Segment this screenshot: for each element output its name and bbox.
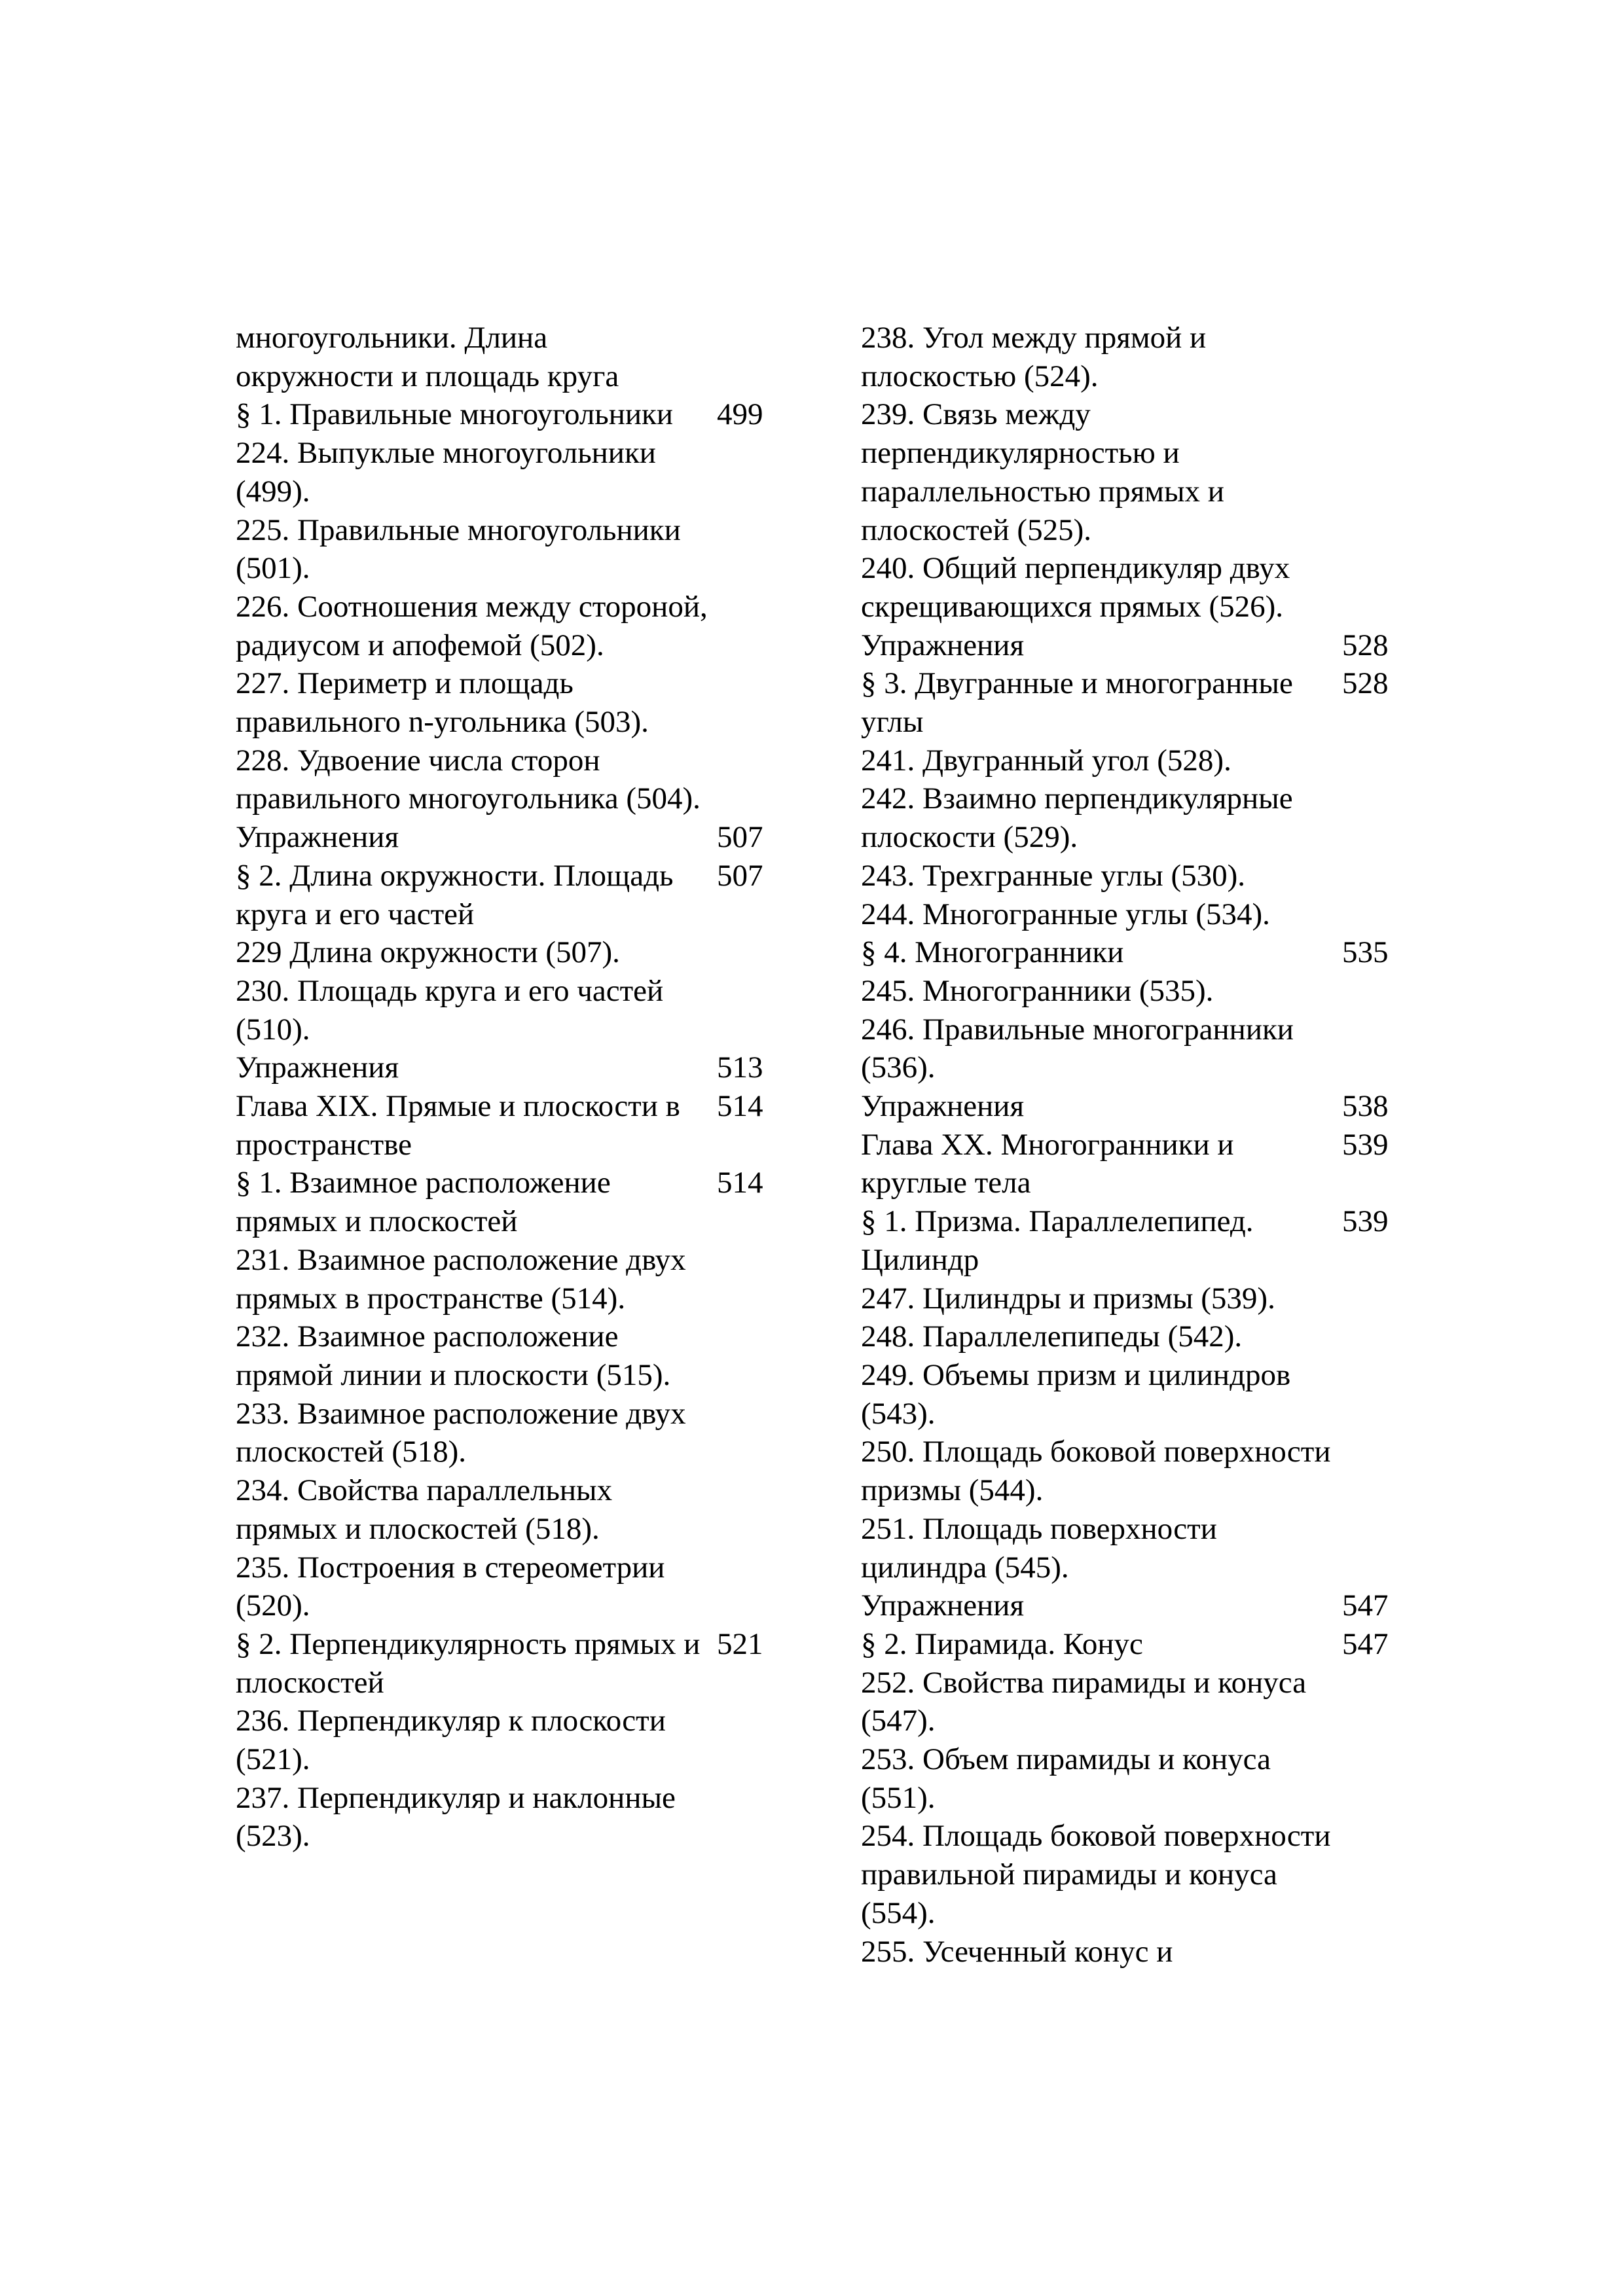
toc-entry: [861, 1087, 1450, 1126]
toc-entry-title: § 4. Многогранники: [861, 935, 1124, 970]
toc-entry: [236, 972, 825, 1049]
toc-entry: [236, 588, 825, 664]
toc-entry-title: 225. Правильные многоугольники (501).: [236, 512, 681, 586]
toc-entry-title: 237. Перпендикуляр и наклонные (523).: [236, 1780, 676, 1854]
toc-entry-title: § 2. Пирамида. Конус: [861, 1626, 1143, 1661]
toc-entry: [236, 1779, 825, 1856]
toc-entry-title: 254. Площадь боковой поверхности правильной пирамиды и конуса (554).: [861, 1819, 1331, 1930]
toc-entry: [236, 1049, 825, 1087]
toc-entry-title: 245. Многогранники (535).: [861, 973, 1214, 1008]
toc-entry-title: 243. Трехгранные углы (530).: [861, 858, 1246, 893]
toc-entry: [861, 1933, 1450, 1971]
toc-entry-page-number: 528: [1342, 628, 1389, 662]
toc-entry-title: многоугольники. Длина окружности и площадь круга: [236, 321, 619, 393]
toc-entry: [861, 1433, 1450, 1509]
toc-entry-title: 238. Угол между прямой и плоскостью (524).: [861, 321, 1207, 393]
toc-entry-page-number: 507: [717, 820, 763, 855]
toc-entry: [861, 664, 1450, 741]
toc-entry-page-number: 547: [1342, 1626, 1389, 1661]
toc-entry-title: § 2. Длина окружности. Площадь круга и его частей: [236, 858, 674, 931]
toc-entry: [236, 1395, 825, 1471]
toc-entry: [861, 1587, 1450, 1625]
toc-entry: [861, 1625, 1450, 1664]
toc-entry-title: § 1. Правильные многоугольники: [236, 397, 674, 432]
toc-entry: [861, 1740, 1450, 1817]
toc-entry-title: 253. Объем пирамиды и конуса (551).: [861, 1742, 1271, 1815]
toc-entry-title: 231. Взаимное расположение двух прямых в пространстве (514).: [236, 1242, 686, 1316]
toc-entry-title: 224. Выпуклые многоугольники (499).: [236, 436, 656, 509]
toc-entry: [236, 933, 825, 972]
toc-entry: [236, 434, 825, 511]
toc-entry-title: 226. Соотношения между стороной, радиусом и апофемой (502).: [236, 589, 708, 662]
toc-entry-page-number: 499: [717, 397, 763, 432]
toc-entry-title: 229 Длина окружности (507).: [236, 935, 620, 970]
toc-entry: [236, 511, 825, 588]
toc-entry-page-number: 535: [1342, 935, 1389, 970]
toc-entry-title: Упражнения: [861, 1089, 1025, 1124]
toc-entry: [236, 1702, 825, 1778]
toc-entry-page-number: 538: [1342, 1089, 1389, 1124]
toc-entry: [861, 1318, 1450, 1356]
toc-entry-title: § 3. Двугранные и многогранные углы: [861, 666, 1293, 740]
toc-entry: [236, 857, 825, 933]
toc-entry-title: 242. Взаимно перпендикулярные плоскости (529).: [861, 781, 1293, 855]
toc-entry-title: 248. Параллелепипеды (542).: [861, 1319, 1243, 1354]
toc-entry: [861, 1510, 1450, 1587]
toc-entry-title: § 1. Взаимное расположение прямых и плоскостей: [236, 1166, 611, 1239]
toc-entry-title: Глава XX. Многогранники и круглые тела: [861, 1127, 1234, 1200]
toc-entry-title: 250. Площадь боковой поверхности призмы (544).: [861, 1435, 1331, 1508]
toc-entry: [236, 742, 825, 818]
toc-entry: [236, 1549, 825, 1625]
toc-entry-title: 232. Взаимное расположение прямой линии и плоскости (515).: [236, 1319, 671, 1392]
toc-entry-title: 227. Периметр и площадь правильного n-угольника (503).: [236, 666, 649, 740]
toc-entry-title: 233. Взаимное расположение двух плоскостей (518).: [236, 1396, 686, 1469]
toc-entry: [236, 818, 825, 857]
toc-entry: [861, 1664, 1450, 1740]
toc-entry-page-number: 521: [717, 1626, 763, 1661]
toc-entry: [861, 1280, 1450, 1318]
toc-entry-page-number: 528: [1342, 666, 1389, 701]
toc-entry-title: Глава XIX. Прямые и плоскости в пространстве: [236, 1089, 680, 1162]
toc-entry: [861, 1356, 1450, 1433]
toc-entry-title: Упражнения: [861, 1588, 1025, 1623]
toc-entry-title: 249. Объемы призм и цилиндров (543).: [861, 1357, 1291, 1431]
toc-entry-title: 244. Многогранные углы (534).: [861, 897, 1270, 931]
toc-entry: [861, 1202, 1450, 1279]
toc-entry: [236, 664, 825, 741]
toc-entry-page-number: 539: [1342, 1127, 1389, 1162]
toc-entry-page-number: 539: [1342, 1204, 1389, 1239]
toc-entry: [861, 972, 1450, 1011]
toc-entry-title: 252. Свойства пирамиды и конуса (547).: [861, 1665, 1307, 1738]
toc-entry-page-number: 513: [717, 1050, 763, 1085]
toc-entry-title: 230. Площадь круга и его частей (510).: [236, 973, 664, 1047]
toc-entry-page-number: 507: [717, 858, 763, 893]
toc-entry: [861, 395, 1450, 549]
toc-left-column: [236, 319, 825, 1856]
toc-entry-title: § 2. Перпендикулярность прямых и плоскостей: [236, 1626, 701, 1700]
toc-entry: [861, 895, 1450, 934]
toc-entry: [861, 780, 1450, 856]
toc-entry-title: 240. Общий перпендикуляр двух скрещивающихся прямых (526).: [861, 551, 1290, 624]
toc-entry: [861, 1011, 1450, 1087]
toc-right-column: [861, 319, 1450, 1971]
toc-entry: [861, 626, 1450, 665]
toc-entry: [236, 1471, 825, 1548]
toc-entry: [861, 857, 1450, 895]
toc-entry: [236, 1241, 825, 1318]
toc-entry-page-number: 514: [717, 1089, 763, 1124]
toc-entry: [861, 1126, 1450, 1202]
toc-entry: [861, 319, 1450, 395]
toc-entry: [236, 1625, 825, 1702]
toc-entry-page-number: 514: [717, 1166, 763, 1200]
toc-entry-title: 235. Построения в стереометрии (520).: [236, 1550, 665, 1623]
toc-entry: [861, 549, 1450, 626]
toc-entry-title: 251. Площадь поверхности цилиндра (545).: [861, 1511, 1217, 1585]
toc-entry-title: 255. Усеченный конус и: [861, 1934, 1173, 1969]
toc-entry-title: 239. Связь между перпендикулярностью и параллельностью прямых и плоскостей (525).: [861, 397, 1224, 547]
toc-entry: [236, 1087, 825, 1164]
toc-entry: [861, 1817, 1450, 1932]
toc-entry: [861, 742, 1450, 780]
toc-entry: [236, 1164, 825, 1240]
toc-entry-title: Упражнения: [861, 628, 1025, 662]
toc-entry-title: 236. Перпендикуляр к плоскости (521).: [236, 1704, 666, 1777]
toc-entry-title: 234. Свойства параллельных прямых и плоскостей (518).: [236, 1473, 613, 1546]
toc-entry-page-number: 547: [1342, 1588, 1389, 1623]
toc-entry-title: § 1. Призма. Параллелепипед. Цилиндр: [861, 1204, 1254, 1277]
toc-entry-title: 241. Двугранный угол (528).: [861, 743, 1231, 778]
toc-entry-title: Упражнения: [236, 820, 399, 855]
toc-entry: [861, 933, 1450, 972]
toc-entry-title: 228. Удвоение числа сторон правильного многоугольника (504).: [236, 743, 701, 816]
toc-entry: [236, 395, 825, 434]
toc-entry-title: 246. Правильные многогранники (536).: [861, 1012, 1294, 1085]
toc-entry-title: Упражнения: [236, 1050, 399, 1085]
toc-entry-title: 247. Цилиндры и призмы (539).: [861, 1281, 1275, 1316]
toc-entry: [236, 319, 825, 395]
toc-entry: [236, 1318, 825, 1394]
